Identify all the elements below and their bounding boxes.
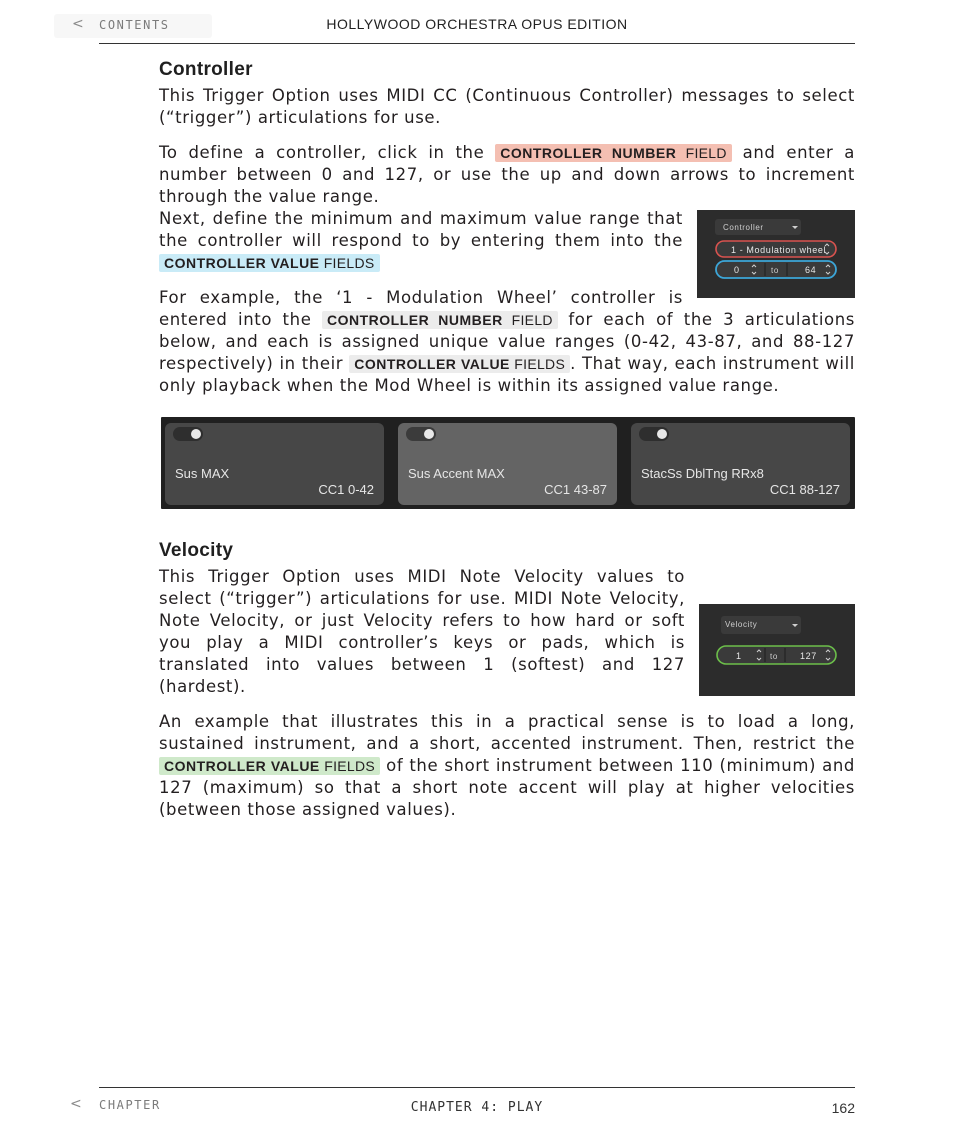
- articulation-tile: [398, 423, 617, 505]
- section-heading-velocity: Velocity: [159, 540, 234, 561]
- controller-number-field-highlight: [495, 144, 732, 162]
- articulation-toggle: [173, 427, 203, 441]
- velocity-dropdown-label: Velocity: [725, 620, 758, 629]
- toggle-knob: [657, 429, 667, 439]
- highlight-rest: FIELDS: [509, 356, 566, 372]
- highlight-bold: CONTROLLER NUMBER: [500, 145, 677, 161]
- articulation-range: CC1 88-127: [769, 482, 840, 497]
- controller-to-label: to: [771, 266, 779, 275]
- articulation-toggle: [639, 427, 669, 441]
- controller-widget-graphic: [697, 210, 855, 298]
- page-number: 162: [831, 1100, 855, 1116]
- text: . That way, each instrument will only playback when the Mod Wheel is within its assigned value range.: [159, 354, 855, 395]
- text: Next, define the minimum and maximum value range that the controller will respond to by entering them into the: [159, 209, 683, 250]
- articulation-range: CC1 0-42: [318, 482, 374, 497]
- controller-number-field-highlight: [322, 311, 558, 329]
- controller-widget-screenshot: [697, 210, 855, 298]
- articulation-name: StacSs DblTng RRx8: [641, 466, 764, 481]
- articulation-name: Sus Accent MAX: [408, 466, 505, 481]
- highlight-rest: FIELDS: [319, 255, 375, 271]
- chapter-link[interactable]: CHAPTER: [99, 1098, 161, 1112]
- articulation-toggle: [406, 427, 436, 441]
- articulation-strip-screenshot: [161, 417, 855, 509]
- controller-paragraph-1: [159, 85, 855, 129]
- highlight-bold: CONTROLLER VALUE: [164, 758, 320, 774]
- toggle-knob: [424, 429, 434, 439]
- highlight-rest: FIELDS: [319, 758, 376, 774]
- articulation-name: Sus MAX: [175, 466, 230, 481]
- page-content: [159, 58, 855, 821]
- text: For example, the ‘1 - Modulation Wheel’ controller is entered into the: [159, 288, 683, 329]
- articulation-tile: [165, 423, 384, 505]
- text: and enter a number between 0 and 127, or use the up and down arrows to increment through the value range.: [159, 143, 855, 206]
- section-heading-controller: Controller: [159, 59, 253, 80]
- highlight-bold: CONTROLLER VALUE: [354, 356, 510, 372]
- text: To define a controller, click in the: [159, 143, 485, 162]
- document-title: HOLLYWOOD ORCHESTRA OPUS EDITION: [326, 16, 628, 32]
- footer-rule: [99, 1087, 855, 1088]
- controller-min-value: 0: [734, 265, 740, 275]
- controller-max-value: 64: [805, 265, 817, 275]
- controller-value-fields-highlight: [159, 757, 380, 775]
- controller-paragraph-2: [159, 142, 855, 208]
- velocity-widget-screenshot: [699, 604, 855, 696]
- articulation-tile: [631, 423, 850, 505]
- controller-selected: 1 - Modulation wheel: [731, 245, 827, 255]
- text: of the short instrument between 110 (minimum) and 127 (maximum) so that a short note accent will play at higher velocities (between those assigned values).: [159, 756, 856, 819]
- highlight-bold: CONTROLLER NUMBER: [327, 312, 503, 328]
- controller-paragraph-4: [159, 287, 855, 397]
- highlight-bold: CONTROLLER VALUE: [164, 255, 320, 271]
- contents-link[interactable]: CONTENTS: [99, 18, 170, 32]
- text: An example that illustrates this in a practical sense is to load a long, sustained instrument, and a short, accented instrument. Then, restrict the: [159, 712, 855, 753]
- chevron-left-icon[interactable]: <: [70, 1096, 82, 1112]
- velocity-max-value: 127: [800, 651, 817, 661]
- header-rule: [99, 43, 855, 44]
- controller-value-fields-highlight: [349, 355, 570, 373]
- toggle-knob: [191, 429, 201, 439]
- highlight-rest: FIELD: [502, 312, 553, 328]
- controller-value-fields-highlight: [159, 254, 380, 272]
- velocity-paragraph-2: [159, 711, 855, 821]
- velocity-to-label: to: [770, 652, 778, 661]
- highlight-rest: FIELD: [676, 145, 727, 161]
- chevron-left-icon[interactable]: <: [72, 16, 84, 32]
- controller-dropdown-label: Controller: [723, 223, 764, 232]
- text: for each of the 3 articulations below, and each is assigned unique value ranges (0-42, 43-87, and 88-127 respectively) in their: [159, 310, 855, 373]
- chapter-title: CHAPTER 4: PLAY: [410, 1100, 544, 1115]
- articulation-range: CC1 43-87: [544, 482, 607, 497]
- text: This Trigger Option uses MIDI CC (Continuous Controller) messages to select (“trigger”) articulations for use.: [159, 86, 855, 127]
- velocity-widget-graphic: [699, 604, 855, 696]
- text: This Trigger Option uses MIDI Note Velocity values to select (“trigger”) articulations for use. MIDI Note Velocity, Note Velocity, or just Velocity refers to how hard or soft you play a MIDI controller’s keys or pads, which is translated into values between 1 (softest) and 127 (hardest).: [159, 567, 685, 696]
- velocity-min-value: 1: [736, 651, 742, 661]
